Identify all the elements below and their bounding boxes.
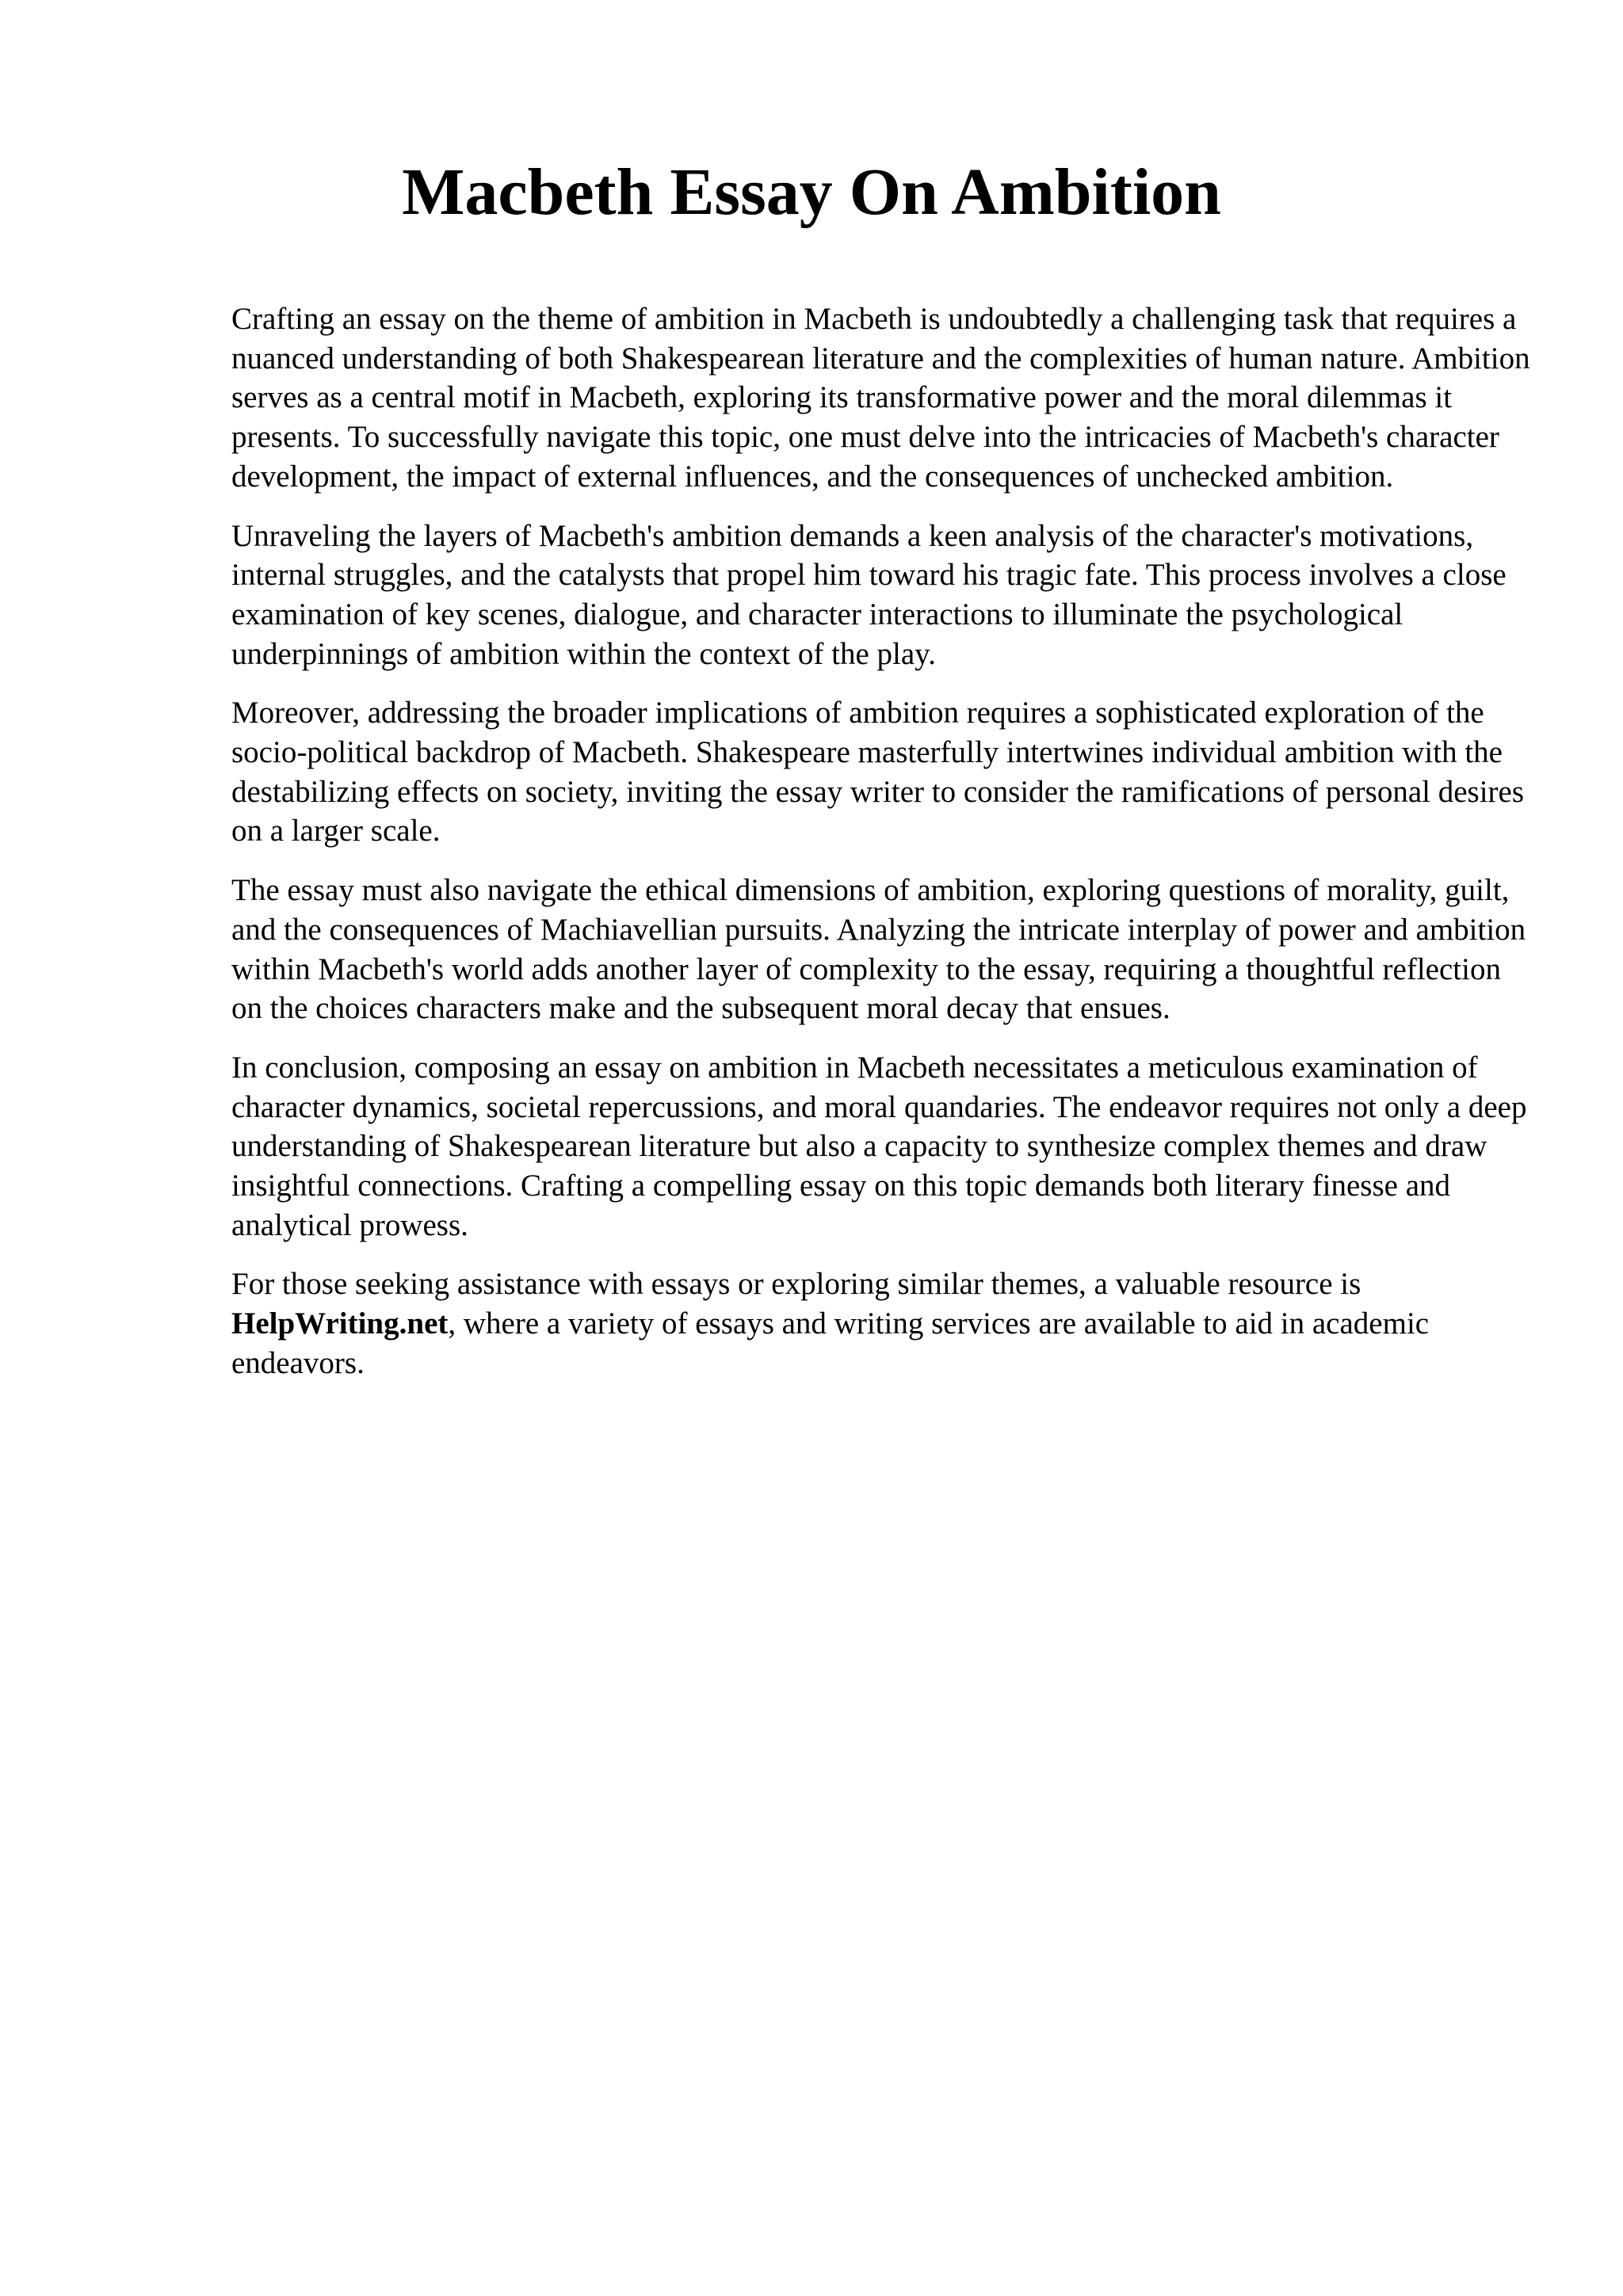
- closing-text-after: , where a variety of essays and writing services are available to aid in academic endeavors.: [231, 1306, 1430, 1380]
- paragraph-1: Crafting an essay on the theme of ambition in Macbeth is undoubtedly a challenging task that requires a nuanced understanding of both Shakespearean literature and the complexities of human nature. Ambition serves as a central motif in Macbeth, exploring its transformative power and the moral dilemmas it presents. To successfully navigate this topic, one must delve into the intricacies of Macbeth's character development, the impact of external influences, and the consequences of unchecked ambition.: [231, 302, 1530, 494]
- paragraph-4: The essay must also navigate the ethical dimensions of ambition, exploring questions of morality, guilt, and the consequences of Machiavellian pursuits. Analyzing the intricate interplay of power and ambition within Macbeth's world adds another layer of complexity to the essay, requiring a thoughtful reflection on the choices characters make and the subsequent moral decay that ensues.: [231, 873, 1526, 1026]
- paragraph-5: In conclusion, composing an essay on ambition in Macbeth necessitates a meticulous examination of character dynamics, societal repercussions, and moral quandaries. The endeavor requires not only a deep understanding of Shakespearean literature but also a capacity to synthesize complex themes and draw insightful connections. Crafting a compelling essay on this topic demands both literary finesse and analytical prowess.: [231, 1050, 1527, 1242]
- paragraph-2: Unraveling the layers of Macbeth's ambition demands a keen analysis of the character's motivations, internal struggles, and the catalysts that propel him toward his tragic fate. This process involves a close examination of key scenes, dialogue, and character interactions to illuminate the psychological underpinnings of ambition within the context of the play.: [231, 518, 1507, 671]
- brand-name: HelpWriting.net: [231, 1306, 449, 1341]
- closing-paragraph: [231, 1264, 1531, 1383]
- document-body: [231, 299, 1531, 1403]
- closing-text-before: For those seeking assistance with essays or exploring similar themes, a valuable resource is: [231, 1267, 1361, 1302]
- paragraph-3: Moreover, addressing the broader implications of ambition requires a sophisticated exploration of the socio-political backdrop of Macbeth. Shakespeare masterfully intertwines individual ambition with the destabilizing effects on society, inviting the essay writer to consider the ramifications of personal desires on a larger scale.: [231, 696, 1525, 849]
- document-title: Macbeth Essay On Ambition: [402, 155, 1221, 229]
